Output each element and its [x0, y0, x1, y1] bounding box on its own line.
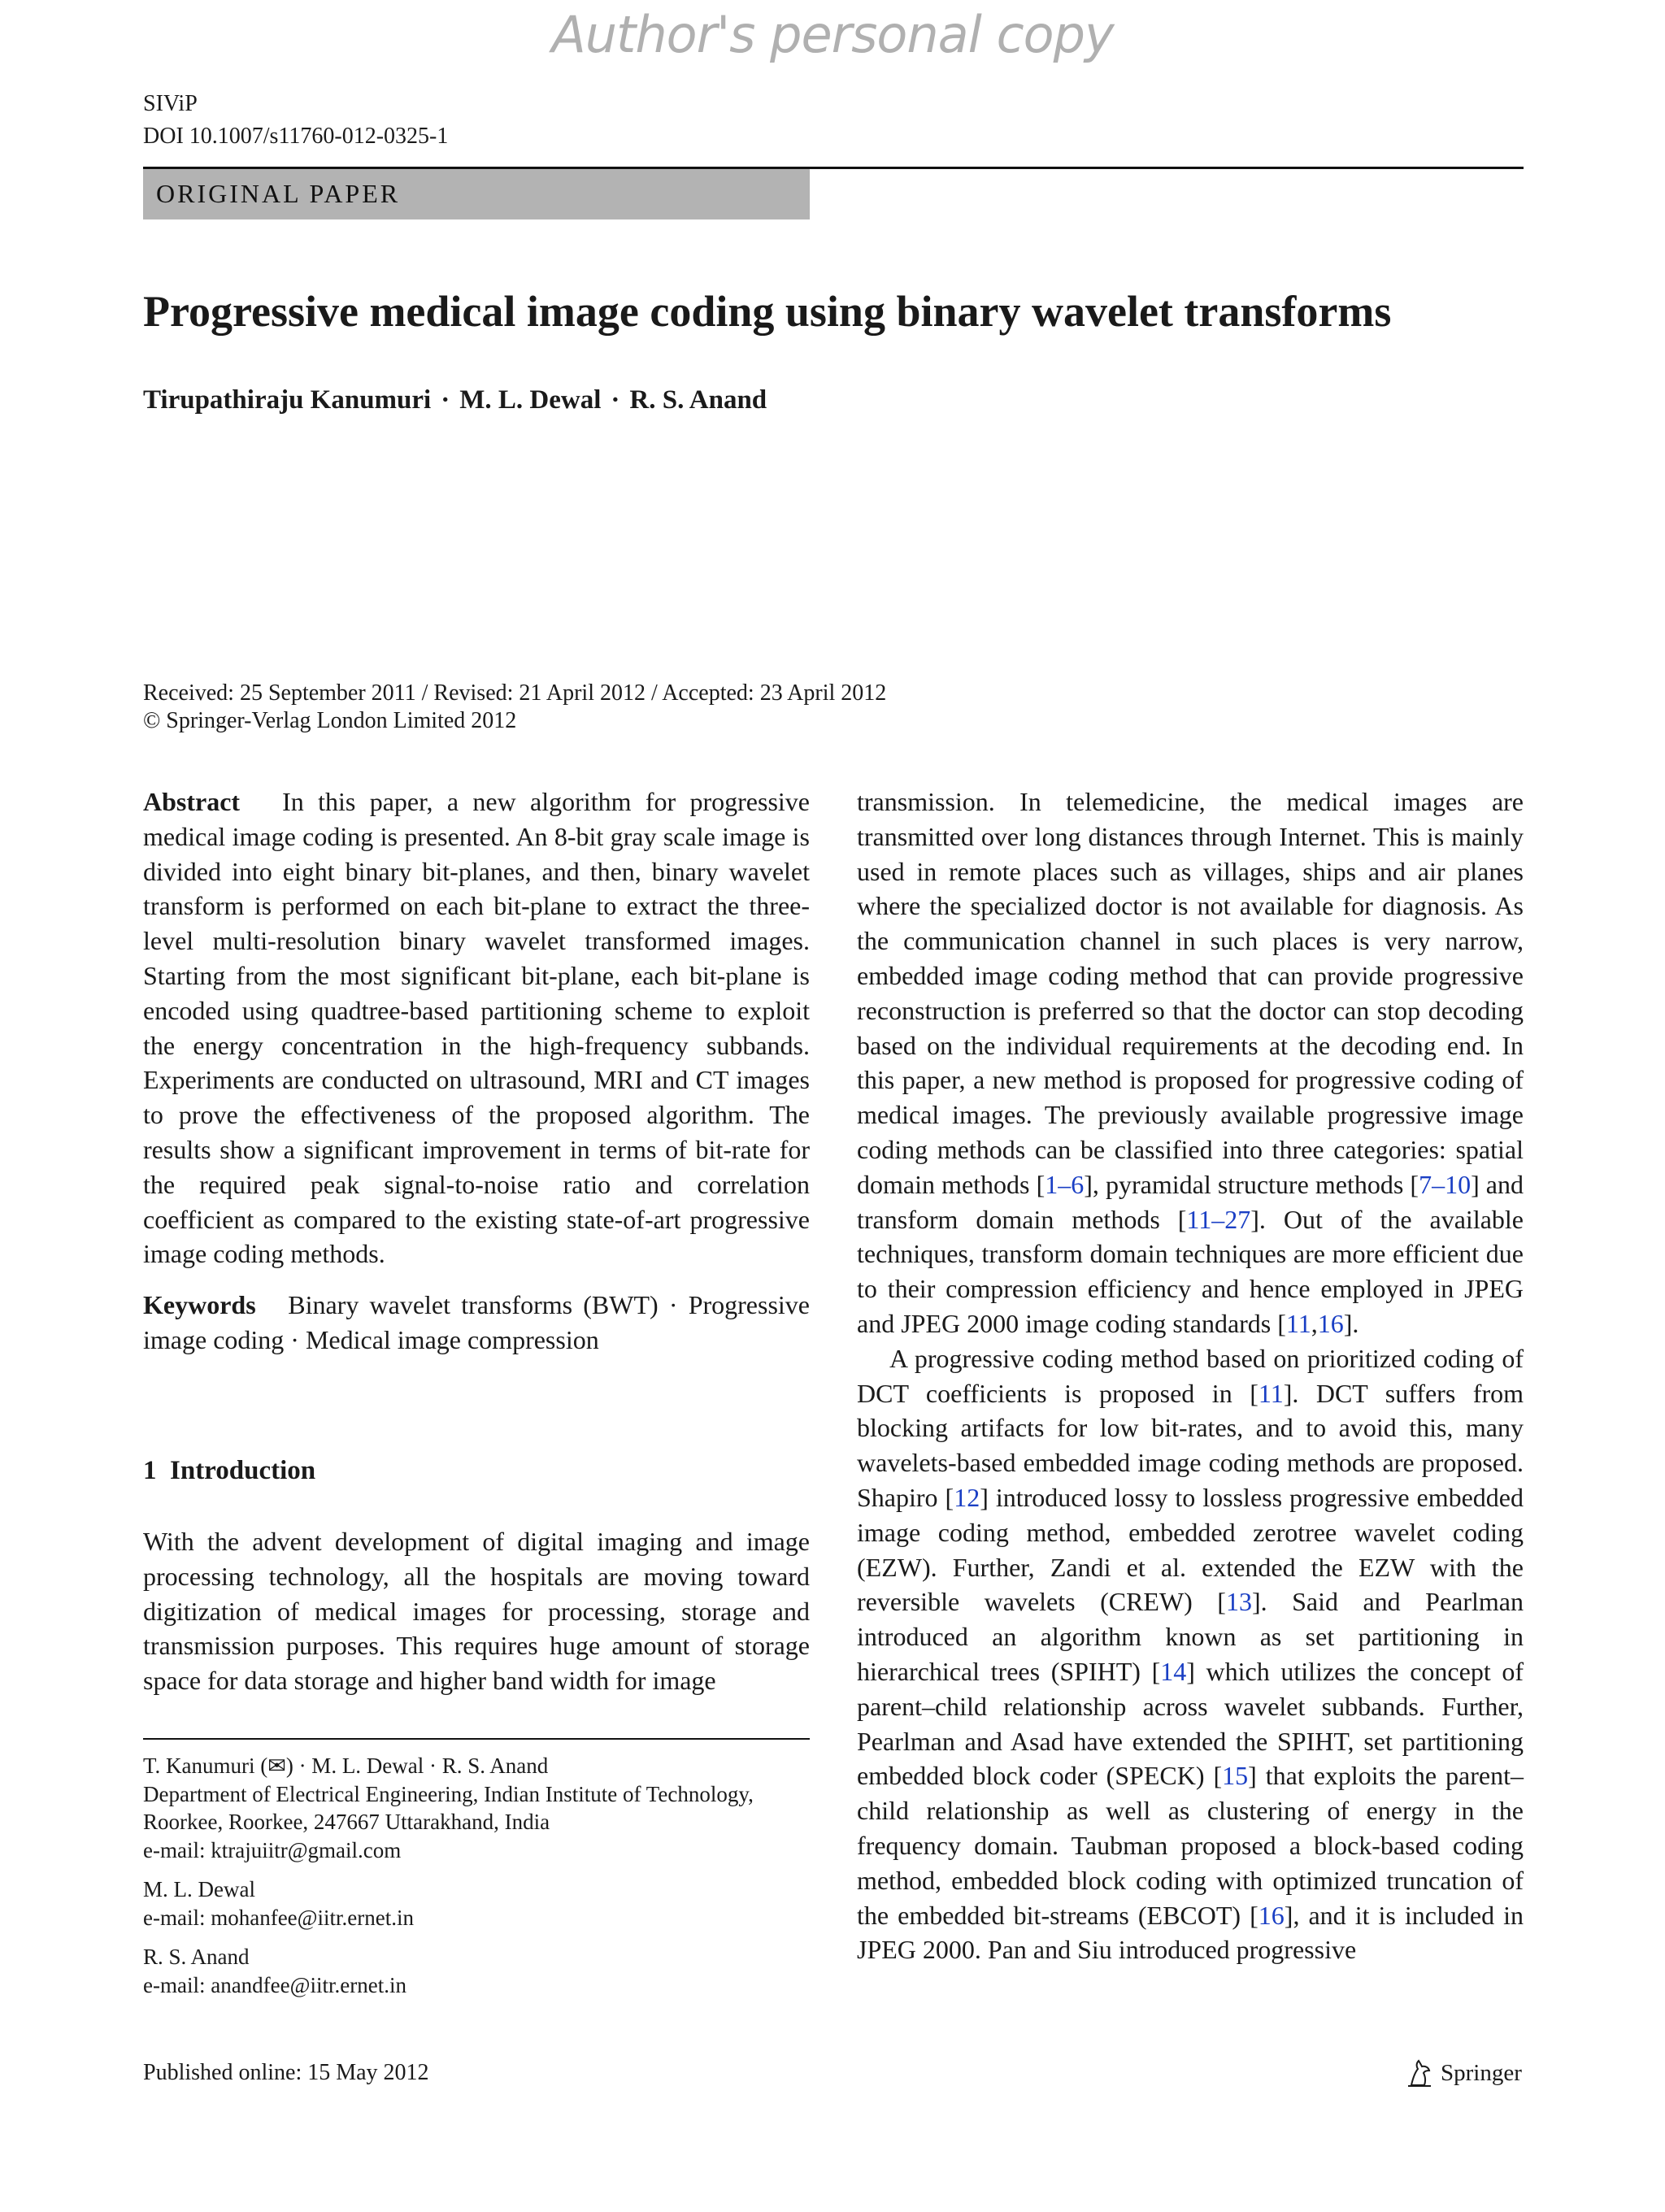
keywords-text: Binary wavelet transforms (BWT) · Progressive image coding · Medical image compression	[143, 1290, 811, 1354]
text-run: transmission. In telemedicine, the medical images are transmitted over long distances through Internet. This is mainly used in remote places such as villages, ships and air planes where the specialized doctor is not available for diagnosis. As the communication channel in such places is very narrow, embedded image coding method that can provide progressive reconstruction is preferred so that the doctor can stop decoding based on the individual requirements at the decoding end. In this paper, a new method is proposed for progressive coding of medical images. The previously available progressive image coding methods can be classified into three categories: spatial domain methods [	[857, 787, 1524, 1199]
footnote-first-author	[143, 1752, 826, 1864]
doi: DOI 10.1007/s11760-012-0325-1	[143, 124, 449, 149]
text-run: A progressive coding method based on prioritized coding of DCT coefficients is proposed in [	[857, 1343, 1524, 1408]
citation-link[interactable]: 16	[1317, 1308, 1344, 1338]
author-separator: ·	[611, 385, 620, 415]
text-run: ]. DCT suffers from blocking artifacts for low bit-rates, and to avoid this, many wavelets-based embedded image coding methods are proposed. Shapiro [	[857, 1378, 1524, 1512]
author-list	[143, 385, 767, 415]
text-run: ] introduced lossy to lossless progressive embedded image coding method, embedded zerotree wavelet coding (EZW). Further, Zandi et al. extended the EZW with the reversible wavelets (CREW) [	[857, 1482, 1524, 1617]
citation-link[interactable]: 15	[1222, 1761, 1249, 1791]
footnote-affiliation: Department of Electrical Engineering, Indian Institute of Technology, Roorkee, Roorkee, 247667 Uttarakhand, India	[143, 1781, 754, 1834]
text-run: ], pyramidal structure methods [	[1084, 1169, 1419, 1199]
author-separator: ·	[441, 385, 450, 415]
keywords-heading: Keywords	[143, 1290, 256, 1320]
abstract-heading: Abstract	[143, 787, 241, 816]
citation-link[interactable]: 11–27	[1186, 1204, 1251, 1234]
text-run: ]. Out of the available techniques, transform domain techniques are more efficient due to their compression efficiency and hence employed in JPEG and JPEG 2000 image coding standards [	[857, 1204, 1524, 1338]
footnote-email[interactable]: e-mail: anandfee@iitr.ernet.in	[143, 1972, 406, 1997]
citation-link[interactable]: 14	[1160, 1656, 1187, 1686]
citation-link[interactable]: 11	[1258, 1378, 1284, 1408]
citation-link[interactable]: 7–10	[1419, 1169, 1472, 1199]
footnote-email[interactable]: e-mail: ktrajuiitr@gmail.com	[143, 1837, 402, 1862]
abstract-block	[143, 784, 810, 1358]
footnote-authors: T. Kanumuri (✉) · M. L. Dewal · R. S. Anand	[143, 1754, 549, 1778]
text-run: ] and transform domain methods [	[857, 1169, 1524, 1234]
history-dates: Received: 25 September 2011 / Revised: 21 April 2012 / Accepted: 23 April 2012	[143, 680, 887, 706]
author: M. L. Dewal	[459, 385, 602, 415]
section-heading	[143, 1456, 315, 1486]
publisher-logo	[1406, 2058, 1522, 2088]
paper-type-band	[143, 169, 810, 219]
watermark: Author's personal copy	[551, 5, 1114, 64]
author: R. S. Anand	[629, 385, 767, 415]
author-footnotes	[143, 1752, 826, 2010]
footnote-third-author	[143, 1943, 826, 1999]
paper-type: ORIGINAL PAPER	[156, 179, 401, 208]
paper-title: Progressive medical image coding using binary wavelet transforms	[143, 287, 1392, 336]
footnote-rule	[143, 1738, 810, 1740]
springer-horse-icon	[1406, 2058, 1434, 2088]
published-date: Published online: 15 May 2012	[143, 2060, 429, 2085]
footnote-name: M. L. Dewal	[143, 1877, 255, 1901]
journal-header	[143, 88, 448, 153]
text-run: ], and it is included in JPEG 2000. Pan and Siu introduced progressive	[857, 1900, 1524, 1965]
citation-link[interactable]: 12	[954, 1482, 980, 1512]
copyright: © Springer-Verlag London Limited 2012	[143, 708, 517, 733]
keywords	[143, 1288, 810, 1358]
publisher-name: Springer	[1441, 2059, 1522, 2086]
text-run: ]. Said and Pearlman introduced an algorithm known as set partitioning in hierarchical trees (SPIHT) [	[857, 1587, 1524, 1686]
citation-link[interactable]: 1–6	[1045, 1169, 1085, 1199]
citation-link[interactable]: 13	[1225, 1587, 1252, 1617]
paragraph	[857, 1341, 1524, 1967]
citation-link[interactable]: 16	[1258, 1900, 1285, 1930]
intro-paragraph: With the advent development of digital imaging and image processing technology, all the hospitals are moving toward digitization of medical images for processing, storage and transmission purposes. This requires huge amount of storage space for data storage and higher band width for image	[143, 1527, 810, 1696]
author: Tirupathiraju Kanumuri	[143, 385, 432, 415]
abstract-text: In this paper, a new algorithm for progressive medical image coding is presented. An 8-bit gray scale image is divided into eight binary bit-planes, and then, binary wavelet transform is performed on each bit-plane to extract the three-level multi-resolution binary wavelet transformed images. Starting from the most significant bit-plane, each bit-plane is encoded using quadtree-based partitioning scheme to exploit the energy concentration in the high-frequency subbands. Experiments are conducted on ultrasound, MRI and CT images to prove the effectiveness of the proposed algorithm. The results show a significant improvement in terms of bit-rate for the required peak signal-to-noise ratio and correlation coefficient as compared to the existing state-of-art progressive image coding methods.	[143, 787, 811, 1269]
publication-history	[143, 680, 886, 735]
section-title: Introduction	[170, 1456, 316, 1485]
text-run: ].	[1343, 1308, 1359, 1338]
journal-name: SIViP	[143, 91, 198, 116]
footnote-second-author	[143, 1875, 826, 1932]
citation-link[interactable]: 11	[1285, 1308, 1311, 1338]
section-number: 1	[143, 1456, 157, 1485]
text-run: ] which utilizes the concept of parent–child relationship across wavelet subbands. Further, Pearlman and Asad have extended the SPIHT, set partitioning embedded block coder (SPECK) [	[857, 1656, 1524, 1791]
paragraph: transmission. In telemedicine, the medical images are transmitted over long distances through Internet. This is mainly used in remote places such as villages, ships and air planes where the specialized doctor is not available for diagnosis. As the communication channel in such places is very narrow, embedded image coding method that can provide progressive reconstruction is preferred so that the doctor can stop decoding based on the individual requirements at the decoding end. In this paper, a new method is proposed for progressive coding of medical images. The previously available progressive image coding methods can be classified into three categories: spatial domain methods [1–6], pyramidal structure methods [7–10] and transform domain methods [11–27]. Out of the available techniques, transform domain techniques are more efficient due to their compression efficiency and hence employed in JPEG and JPEG 2000 image coding standards [11,16].	[857, 787, 1524, 1338]
abstract	[143, 784, 810, 1271]
footnote-name: R. S. Anand	[143, 1945, 250, 1969]
right-column	[857, 784, 1524, 1967]
footnote-email[interactable]: e-mail: mohanfee@iitr.ernet.in	[143, 1905, 414, 1930]
text-run: ] that exploits the parent–child relationship as well as clustering of energy in the frequency domain. Taubman proposed a block-based coding method, embedded block coding with optimized truncation of the embedded bit-streams (EBCOT) [	[857, 1761, 1524, 1930]
